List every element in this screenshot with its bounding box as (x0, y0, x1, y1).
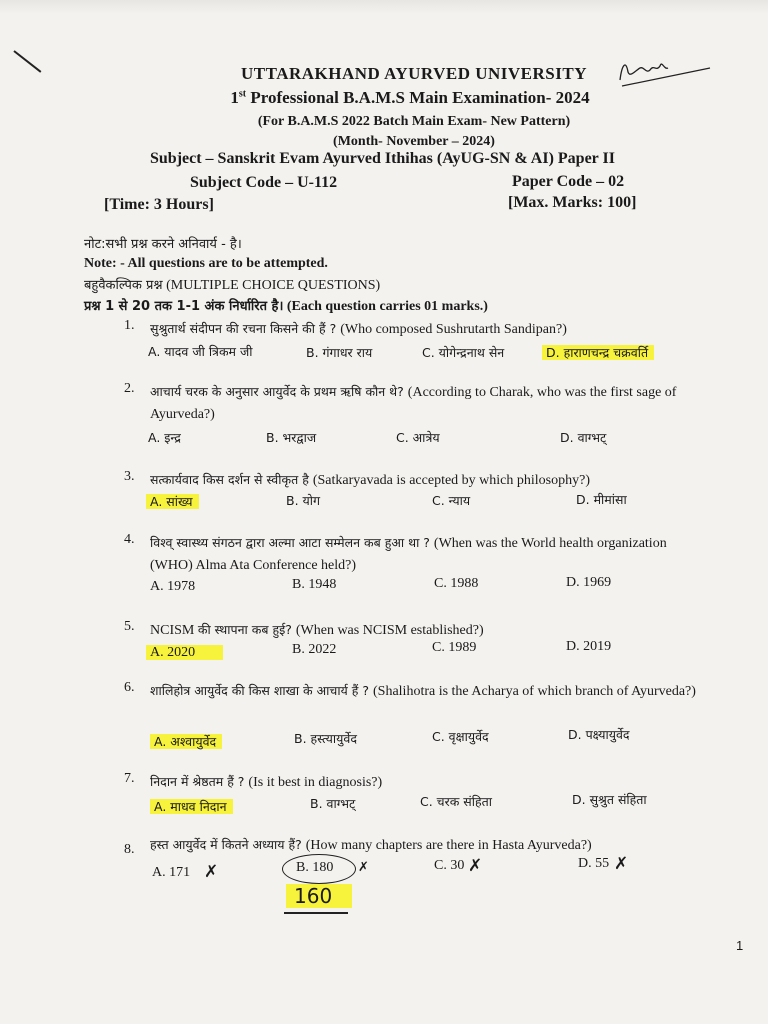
exam-month: (Month- November – 2024) (333, 134, 495, 149)
q1-option-a: A. यादव जी त्रिकम जी (148, 344, 253, 359)
q6-option-c: C. वृक्षायुर्वेद (432, 729, 489, 744)
cross-mark-icon: ✗ (614, 854, 629, 874)
q4-option-c: C. 1988 (434, 576, 479, 591)
page-top-edge (0, 0, 768, 14)
q8-option-d: D. 55 (578, 856, 610, 871)
cross-mark-icon: ✗ (358, 860, 369, 875)
note-hindi: नोट:सभी प्रश्न करने अनिवार्य - है। (84, 237, 242, 252)
q5-option-a: A. 2020 (146, 645, 223, 661)
cross-mark-icon: ✗ (204, 862, 219, 882)
marks-instruction: प्रश्न 1 से 20 तक 1-1 अंक निर्धारित है। (Each question carries 01 marks.) (84, 299, 488, 314)
paper-code: Paper Code – 02 (512, 173, 625, 190)
q4-option-b: B. 1948 (292, 577, 337, 592)
q5-option-b: B. 2022 (292, 642, 337, 657)
subject-code: Subject Code – U-112 (190, 174, 338, 191)
q8-option-b: B. 180 (296, 860, 334, 875)
q5-option-d: D. 2019 (566, 639, 612, 654)
q4-option-d: D. 1969 (566, 575, 612, 590)
q3-option-c: C. न्याय (432, 493, 471, 508)
handwritten-underline (284, 912, 348, 914)
q8-option-c: C. 30 (434, 858, 465, 873)
q2-option-c: C. आत्रेय (396, 430, 440, 445)
q2-option-a: A. इन्द्र (148, 430, 181, 445)
max-marks: [Max. Marks: 100] (508, 194, 637, 211)
mcq-heading: बहुवैकल्पिक प्रश्न (MULTIPLE CHOICE QUESTIONS) (84, 278, 381, 293)
q7-option-b: B. वाग्भट् (310, 796, 356, 811)
q7-option-a: A. माधव निदान (150, 798, 233, 816)
exam-page: UTTARAKHAND AYURVED UNIVERSITY 1st Professional B.A.M.S Main Examination- 2024 (For B.A.M.S 2022 Batch Main Exam- New Pattern) (Month- November – 2024) Subject – Sanskrit Evam Ayurved Ithihas (AyUG-SN & AI) Paper II Subject Code – U-112 Paper Code – 02 [Time: 3 Hours] [Max. Marks: 100] नोट:सभी प्रश्न करने अनिवार्य - है। Note: - All questions are to be attempted. बहुवैकल्पिक प्रश्न (MULTIPLE CHOICE QUESTIONS) प्रश्न 1 से 20 तक 1-1 अंक निर्धारित है। (Each question carries 01 marks.) 1. सुश्रुतार्थ संदीपन की रचना किसने की हैं ? (Who composed Sushrutarth Sandipan?) A. यादव जी त्रिकम जी B. गंगाधर राय C. योगेन्द्रनाथ सेन D. हाराणचन्द्र चक्रवर्ति 2. आचार्य चरक के अनुसार आयुर्वेद के प्रथम ऋषि कौन थे? (According to Charak, who was the first sage of Ayurveda?) A. इन्द्र B. भरद्वाज C. आत्रेय D. वाग्भट् 3. सत्कार्यवाद किस दर्शन से स्वीकृत है (Satkaryavada is accepted by which philosophy?) A. सांख्य B. योग C. न्याय D. मीमांसा 4. विश्व् स्वास्थ्य संगठन द्वारा अल्मा आटा सम्मेलन कब हुआ था ? (When was the World health organization (WHO) Alma Ata Conference held?) A. 1978 B. 1948 C. 1988 D. 1969 5. NCISM की स्थापना कब हुई? (When was NCISM established?) A. 2020 B. 2022 C. 1989 D. 2019 6. शालिहोत्र आयुर्वेद की किस शाखा के आचार्य हैं ? (Shalihotra is the Acharya of which branch of Ayurveda?) A. अश्वायुर्वेद B. हस्त्यायुर्वेद C. वृक्षायुर्वेद D. पक्ष्यायुर्वेद 7. निदान में श्रेष्ठतम हैं ? (Is it best in diagnosis?) A. माधव निदान B. वाग्भट् C. चरक संहिता D. सुश्रुत संहिता 8. हस्त आयुर्वेद में कितने अध्याय हैं? (How many chapters are there in Hasta Ayurveda?) A. 171 ✗ B. 180 ✗ C. 30 ✗ D. 55 ✗ 160 1 (0, 0, 768, 1024)
note-english: Note: - All questions are to be attempted. (84, 256, 328, 271)
q3-option-d: D. मीमांसा (576, 492, 627, 507)
q1-option-c: C. योगेन्द्रनाथ सेन (422, 345, 505, 360)
q7-option-c: C. चरक संहिता (420, 794, 492, 809)
q1-option-b: B. गंगाधर राय (306, 345, 373, 360)
q3-option-b: B. योग (286, 493, 321, 508)
page-number: 1 (736, 938, 744, 953)
q6-option-a: A. अश्वायुर्वेद (150, 733, 222, 751)
subject-line: Subject – Sanskrit Evam Ayurved Ithihas (AyUG-SN & AI) Paper II (150, 150, 615, 167)
q6-option-b: B. हस्त्यायुर्वेद (294, 731, 357, 746)
q3-option-a: A. सांख्य (146, 493, 199, 511)
exam-pattern: (For B.A.M.S 2022 Batch Main Exam- New Pattern) (257, 114, 571, 129)
q4-option-a: A. 1978 (150, 579, 196, 594)
q8-option-a: A. 171 (152, 865, 191, 880)
university-name: UTTARAKHAND AYURVED UNIVERSITY (241, 64, 587, 83)
q7-option-d: D. सुश्रुत संहिता (572, 792, 647, 807)
q6-option-d: D. पक्ष्यायुर्वेद (568, 727, 630, 742)
cross-mark-icon: ✗ (468, 856, 483, 876)
q2-option-d: D. वाग्भट् (560, 430, 607, 445)
q5-option-c: C. 1989 (432, 640, 477, 655)
exam-title: 1st Professional B.A.M.S Main Examination- 2024 (230, 88, 590, 107)
q1-option-d: D. हाराणचन्द्र चक्रवर्ति (542, 344, 654, 362)
handwritten-answer: 160 (286, 884, 352, 908)
q2-option-b: B. भरद्वाज (266, 430, 317, 445)
exam-time: [Time: 3 Hours] (104, 196, 214, 213)
